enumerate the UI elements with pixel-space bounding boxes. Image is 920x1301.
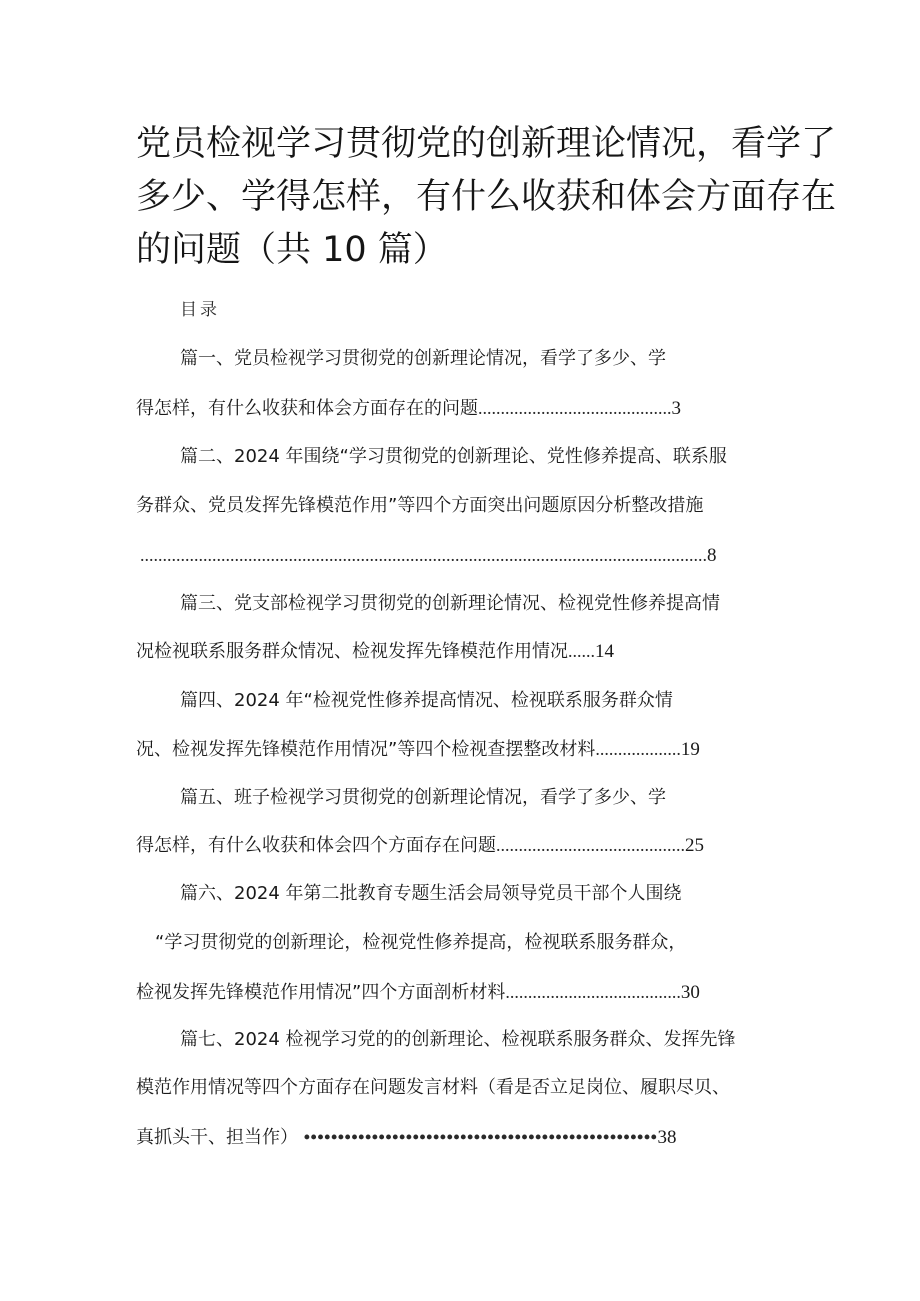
toc-entry-7-line-2: 模范作用情况等四个方面存在问题发言材料（看是否立足岗位、履职尽贝、	[136, 1077, 730, 1098]
toc-entry-2-line-2: 务群众、党员发挥先锋模范作用”等四个方面突出问题原因分析整改措施	[136, 495, 704, 516]
toc-entry-7-line-3[interactable]: 真抓头干、担当作） ••••••••••••••••••••••••••••••••••••••••••••••••••••38	[136, 1127, 677, 1148]
toc-entry-6-line-3[interactable]: 检视发挥先锋模范作用情况”四个方面剖析材料.......................................30	[136, 982, 700, 1003]
toc-page-number: 3	[671, 398, 681, 419]
leader-dots: ..........................................	[496, 835, 685, 855]
leader-dots: ••••••••••••••••••••••••••••••••••••••••••••••••••••	[303, 1127, 658, 1147]
toc-page-number: 38	[657, 1127, 677, 1148]
toc-entry-5-line-2[interactable]: 得怎样，有什么收获和体会四个方面存在问题..........................................25	[136, 835, 704, 856]
toc-entry-3-line-1: 篇三、党支部检视学习贯彻党的创新理论情况、检视党性修养提高情	[180, 593, 720, 614]
document-title	[136, 118, 837, 277]
toc-entry-2-line-1: 篇二、2024 年围绕“学习贯彻党的创新理论、党性修养提高、联系服	[180, 446, 727, 467]
toc-heading: 目录	[180, 300, 220, 320]
toc-page-number: 8	[707, 545, 717, 566]
toc-entry-1-line-2[interactable]: 得怎样，有什么收获和体会方面存在的问题...........................................3	[136, 398, 681, 419]
toc-page-number: 19	[680, 739, 700, 760]
toc-entry-7-line-1: 篇七、2024 检视学习党的的创新理论、检视联系服务群众、发挥先锋	[180, 1029, 736, 1050]
leader-dots: ...................	[595, 739, 681, 759]
toc-page-number: 30	[680, 982, 700, 1003]
toc-page-number: 25	[685, 835, 704, 856]
toc-entry-4-line-1: 篇四、2024 年“检视党性修养提高情况、检视联系服务群众情	[180, 690, 673, 711]
toc-entry-6-line-1: 篇六、2024 年第二批教育专题生活会局领导党员干部个人围绕	[180, 883, 682, 904]
leader-dots: ......	[568, 641, 595, 661]
leader-dots: ...........................................	[478, 398, 672, 418]
toc-entry-5-line-1: 篇五、班子检视学习贯彻党的创新理论情况，看学了多少、学	[180, 787, 666, 808]
document-title-line: 多少、学得怎样，有什么收获和体会方面存在	[136, 177, 837, 217]
toc-entry-3-line-2[interactable]: 况检视联系服务群众情况、检视发挥先锋模范作用情况......14	[136, 641, 614, 662]
leader-dots: .......................................	[505, 982, 681, 1002]
toc-entry-2-line-3[interactable]	[140, 540, 717, 571]
toc-entry-6-line-2: “学习贯彻党的创新理论，检视党性修养提高，检视联系服务群众，	[155, 932, 687, 953]
leader-dots: ..............................................................................................................................	[140, 545, 707, 565]
toc-page-number: 14	[595, 641, 614, 662]
toc-entry-1-line-1: 篇一、党员检视学习贯彻党的创新理论情况，看学了多少、学	[180, 348, 666, 369]
document-title-line: 党员检视学习贯彻党的创新理论情况，看学了	[136, 124, 837, 164]
document-title-line: 的问题（共 10 篇）	[136, 230, 448, 270]
toc-entry-4-line-2[interactable]: 况、检视发挥先锋模范作用情况”等四个检视查摆整改材料...................19	[136, 739, 700, 760]
